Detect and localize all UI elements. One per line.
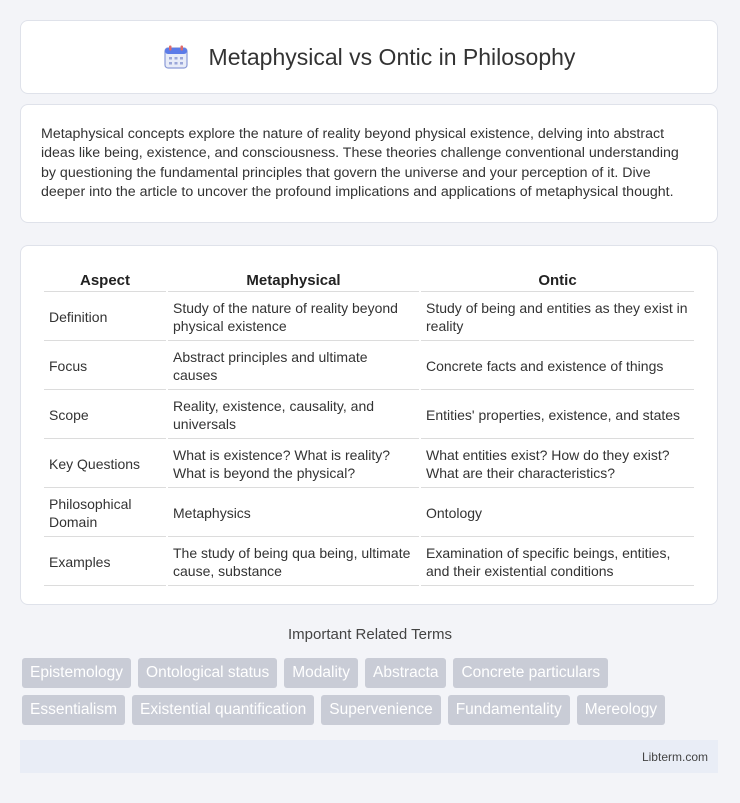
header-metaphysical: Metaphysical [168, 266, 419, 292]
related-terms-title: Important Related Terms [288, 626, 452, 643]
intro-text: Metaphysical concepts explore the nature of reality beyond physical existence, delving into abstract ideas like being, existence, and consciousness. These theories challenge conventional understanding by questioning the fundamental principles that govern the universe and your perception of it. Dive deeper into the article to uncover the profound implications and applications of metaphysical thought. [41, 126, 679, 200]
row-ontic: Examination of specific beings, entities, and their existential conditions [421, 539, 694, 586]
tag-abstracta[interactable]: Abstracta [365, 658, 446, 688]
row-ontic: What entities exist? How do they exist? What are their characteristics? [421, 441, 694, 488]
row-aspect: Focus [44, 343, 166, 390]
row-ontic: Ontology [421, 490, 694, 537]
tag-fundamentality[interactable]: Fundamentality [448, 695, 570, 725]
row-metaphysical: What is existence? What is reality? What is beyond the physical? [168, 441, 419, 488]
row-aspect: Definition [44, 294, 166, 341]
tag-existential-quantification[interactable]: Existential quantification [132, 695, 314, 725]
comparison-table [42, 264, 696, 588]
row-metaphysical: Reality, existence, causality, and universals [168, 392, 419, 439]
row-metaphysical: Study of the nature of reality beyond physical existence [168, 294, 419, 341]
footer [20, 740, 718, 773]
row-aspect: Scope [44, 392, 166, 439]
calendar-icon [163, 44, 189, 70]
row-aspect: Key Questions [44, 441, 166, 488]
row-aspect: Examples [44, 539, 166, 586]
table-row [44, 490, 694, 537]
tag-epistemology[interactable]: Epistemology [22, 658, 131, 688]
table-header-row [44, 266, 694, 292]
tag-ontological-status[interactable]: Ontological status [138, 658, 277, 688]
page-title: Metaphysical vs Ontic in Philosophy [208, 43, 576, 70]
tag-mereology[interactable]: Mereology [577, 695, 665, 725]
row-ontic: Entities' properties, existence, and states [421, 392, 694, 439]
row-ontic: Study of being and entities as they exist in reality [421, 294, 694, 341]
tag-modality[interactable]: Modality [284, 658, 358, 688]
row-aspect: Philosophical Domain [44, 490, 166, 537]
row-metaphysical: Abstract principles and ultimate causes [168, 343, 419, 390]
tag-essentialism[interactable]: Essentialism [22, 695, 125, 725]
table-row [44, 392, 694, 439]
intro-card [20, 104, 718, 223]
table-row [44, 539, 694, 586]
tag-row [22, 695, 722, 725]
row-metaphysical: Metaphysics [168, 490, 419, 537]
row-metaphysical: The study of being qua being, ultimate cause, substance [168, 539, 419, 586]
table-row [44, 294, 694, 341]
row-ontic: Concrete facts and existence of things [421, 343, 694, 390]
table-row [44, 441, 694, 488]
comparison-table-card [20, 245, 718, 605]
footer-site-link[interactable]: Libterm.com [641, 749, 708, 764]
header-card [20, 20, 718, 94]
header-aspect: Aspect [44, 266, 166, 292]
related-terms-list [22, 658, 722, 732]
tag-concrete-particulars[interactable]: Concrete particulars [453, 658, 608, 688]
table-row [44, 343, 694, 390]
header-ontic: Ontic [421, 266, 694, 292]
tag-supervenience[interactable]: Supervenience [321, 695, 440, 725]
tag-row [22, 658, 722, 688]
